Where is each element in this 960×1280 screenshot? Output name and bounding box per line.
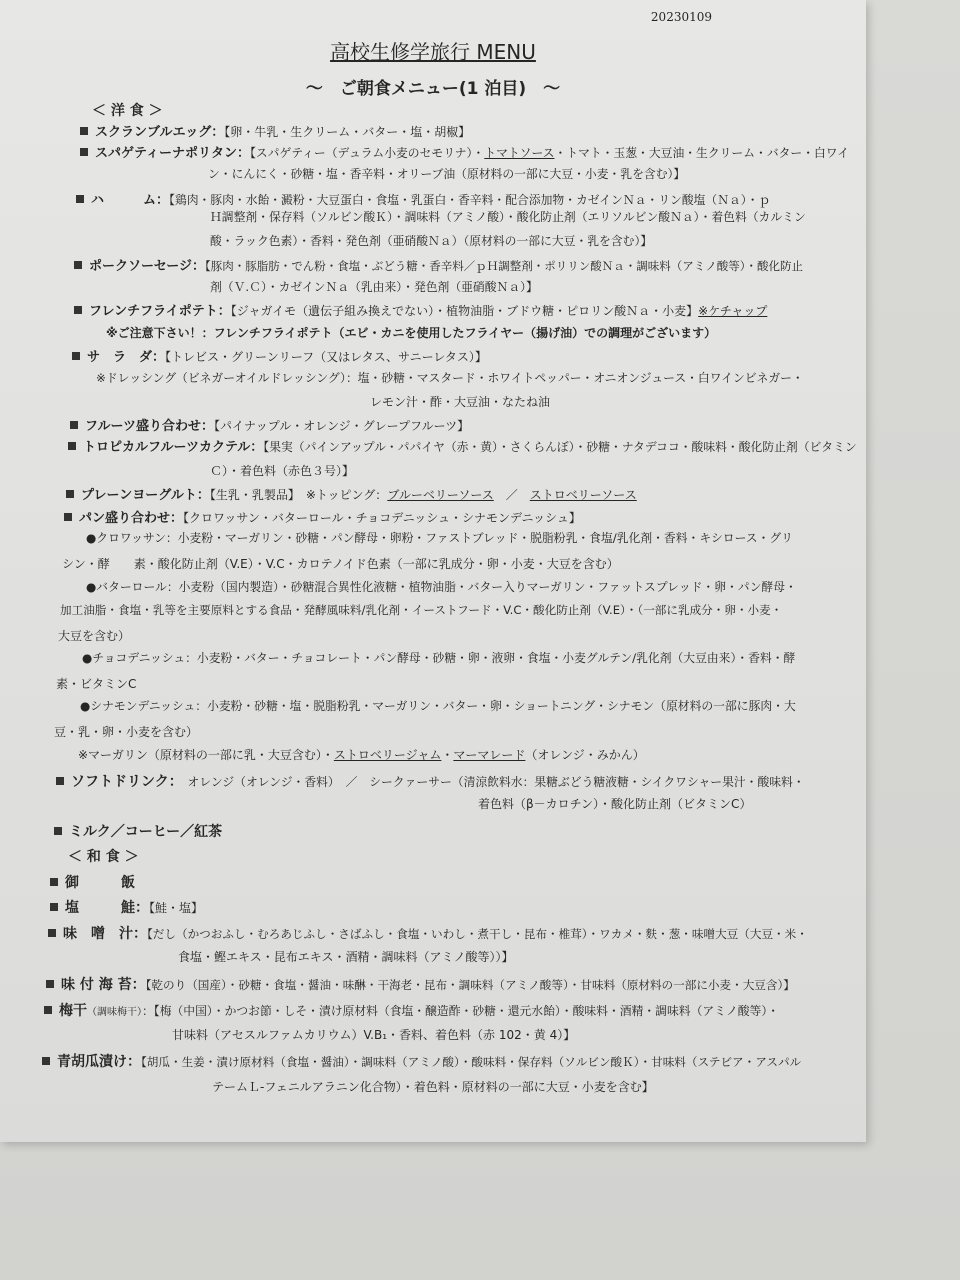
- bullet-icon: [66, 490, 74, 498]
- page-title: 高校生修学旅行 MENU: [330, 40, 536, 64]
- item-salad-dressing: ※ドレッシング（ビネガーオイルドレッシング）：塩・砂糖・マスタード・ホワイトペッパー・オニオンジュース・白ワインビネガー・: [96, 371, 804, 385]
- bullet-icon: [50, 903, 58, 911]
- item-fruit-cocktail: トロピカルフルーツカクテル：【果実（パインアップル・パパイヤ（赤・黄）・さくらんぼ）・砂糖・ナタデココ・酸味料・酸化防止剤（ビタミン: [68, 441, 857, 454]
- bullet-icon: [72, 352, 80, 360]
- bread-choco-danish: ●チョコデニッシュ：小麦粉・バター・チョコレート・パン酵母・砂糖・卵・液卵・食塩・小麦グルテン/乳化剤（大豆由来）・香料・酵: [82, 651, 796, 665]
- item-seasoned-nori: 味 付 海 苔：【乾のり（国産）・砂糖・食塩・醤油・味醂・干海老・昆布・調味料（アミノ酸等）・甘味料（原材料の一部に小麦・大豆含）】: [46, 978, 795, 992]
- item-napolitan: スパゲティーナポリタン：【スパゲティー（デュラム小麦のセモリナ）・トマトソース・トマト・玉葱・大豆油・生クリーム・バター・白ワイ: [80, 147, 849, 160]
- item-fruit-cocktail-cont: Ｃ）・着色料（赤色３号）】: [210, 464, 355, 478]
- bullet-icon: [80, 148, 88, 156]
- item-umeboshi: 梅干（調味梅干）：【梅（中国）・かつお節・しそ・漬け原材料（食塩・醸造酢・砂糖・還元水飴）・酸味料・酒精・調味料（アミノ酸等）・: [44, 1004, 779, 1018]
- item-fruits: フルーツ盛り合わせ：【パイナップル・オレンジ・グレープフルーツ】: [70, 420, 469, 433]
- item-ham-cont1: Ｈ調整剤・保存料（ソルビン酸Ｋ）・調味料（アミノ酸）・酸化防止剤（エリソルビン酸Ｎａ）・着色料（カルミン: [210, 210, 806, 224]
- bullet-icon: [50, 878, 58, 886]
- item-pickled-cucumber-cont: テームＬ-フェニルアラニン化合物）・着色料・原材料の一部に大豆・小麦を含む】: [212, 1080, 654, 1094]
- item-umeboshi-cont: 甘味料（アセスルファムカリウム）V.B₁・香料、着色料（赤 102・黄 4）】: [172, 1028, 576, 1042]
- item-salad-dressing-cont: レモン汁・酢・大豆油・なたね油: [370, 395, 551, 409]
- item-napolitan-cont: ン・にんにく・砂糖・塩・香辛料・オリーブ油（原材料の一部に大豆・小麦・乳を含む）】: [208, 167, 686, 181]
- item-salad: サ ラ ダ：【トレビス・グリーンリーフ（又はレタス、サニーレタス）】: [72, 351, 487, 364]
- item-french-fries: フレンチフライポテト：【ジャガイモ（遺伝子組み換えでない）・植物油脂・ブドウ糖・ピロリン酸Ｎａ・小麦】※ケチャップ: [74, 305, 767, 318]
- item-yogurt: プレーンヨーグルト：【生乳・乳製品】 ※トッピング：ブルーベリーソース ／ ストロベリーソース: [66, 489, 637, 502]
- item-ham-cont2: 酸・ラック色素）・香料・発色剤（亜硝酸Ｎａ）（原材料の一部に大豆・乳を含む）】: [210, 234, 653, 248]
- item-french-fries-note: ※ご注意下さい！：フレンチフライポテト（エビ・カニを使用したフライヤー（揚げ油）での調理がございます）: [106, 326, 717, 340]
- item-soft-drink: ソフトドリンク： オレンジ（オレンジ・香料） ／ シークァーサー（清涼飲料水：果糖ぶどう糖液糖・シイクワシャー果汁・酸味料・: [56, 775, 805, 789]
- item-pickled-cucumber: 青胡瓜漬け：【胡瓜・生姜・漬け原材料（食塩・醤油）・調味料（アミノ酸）・酸味料・保存料（ソルビン酸Ｋ）・甘味料（ステビア・アスパル: [42, 1055, 801, 1069]
- bullet-icon: [54, 827, 62, 835]
- document-date: 20230109: [650, 10, 712, 24]
- item-miso-soup: 味 噌 汁：【だし（かつおふし・むろあじふし・さばふし・食塩・いわし・煮干し・昆布・椎茸）・ワカメ・麩・葱・味噌大豆（大豆・米・: [48, 927, 808, 941]
- japanese-heading: ＜ 和 食 ＞: [68, 849, 139, 865]
- item-ham: ハ ム：【鶏肉・豚肉・水飴・澱粉・大豆蛋白・食塩・乳蛋白・香辛料・配合添加物・カゼインＮａ・リン酸塩（Ｎａ）・ｐ: [76, 194, 770, 207]
- bread-butter-roll-cont1: 加工油脂・食塩・乳等を主要原料とする食品・発酵風味料/乳化剤・イーストフード・V.C・酸化防止剤（V.E）・（一部に乳成分・卵・小麦・: [60, 603, 783, 617]
- bread-croissant-cont: シン・酵 素・酸化防止剤（V.E）・V.C・カロテノイド色素（一部に乳成分・卵・小麦・大豆を含む）: [62, 557, 619, 571]
- bread-butter-roll-cont2: 大豆を含む）: [58, 629, 131, 643]
- bread-butter-roll: ●バターロール：小麦粉（国内製造）・砂糖混合異性化液糖・植物油脂・バター入りマーガリン・ファットスプレッド・卵・パン酵母・: [86, 580, 797, 594]
- bullet-icon: [76, 195, 84, 203]
- bullet-icon: [44, 1006, 52, 1014]
- western-heading: ＜ 洋 食 ＞: [92, 103, 163, 119]
- item-salted-salmon: 塩 鮭：【鮭・塩】: [50, 901, 203, 915]
- item-scrambled-egg: スクランブルエッグ：【卵・牛乳・生クリーム・バター・塩・胡椒】: [80, 126, 470, 139]
- item-rice: 御 飯: [50, 876, 135, 890]
- item-soft-drink-cont: 着色料（β－カロチン）・酸化防止剤（ビタミンC）: [478, 797, 752, 811]
- item-bread: パン盛り合わせ：【クロワッサン・バターロール・チョコデニッシュ・シナモンデニッシュ】: [64, 512, 581, 525]
- bread-cinnamon-danish: ●シナモンデニッシュ：小麦粉・砂糖・塩・脱脂粉乳・マーガリン・バター・卵・ショートニング・シナモン（原材料の一部に豚肉・大: [80, 699, 796, 713]
- bullet-icon: [80, 127, 88, 135]
- bread-croissant: ●クロワッサン：小麦粉・マーガリン・砂糖・パン酵母・卵粉・ファストブレッド・脱脂粉乳・食塩/乳化剤・香料・キシロース・グリ: [86, 531, 793, 545]
- item-pork-sausage: ポークソーセージ：【豚肉・豚脂肪・でん粉・食塩・ぶどう糖・香辛料／ｐＨ調整剤・ポリリン酸Ｎａ・調味料（アミノ酸等）・酸化防止: [74, 260, 803, 273]
- bullet-icon: [56, 777, 64, 785]
- bread-choco-danish-cont: 素・ビタミンC: [56, 677, 137, 691]
- bullet-icon: [74, 306, 82, 314]
- bread-cinnamon-danish-cont: 豆・乳・卵・小麦を含む）: [54, 725, 199, 739]
- bullet-icon: [64, 513, 72, 521]
- bullet-icon: [68, 442, 76, 450]
- bullet-icon: [42, 1057, 50, 1065]
- bullet-icon: [70, 421, 78, 429]
- item-pork-sausage-cont: 剤（Ｖ.Ｃ）・カゼインＮａ（乳由来）・発色剤（亜硝酸Ｎａ）】: [210, 280, 538, 294]
- bullet-icon: [48, 929, 56, 937]
- item-miso-soup-cont: 食塩・鰹エキス・昆布エキス・酒精・調味料（アミノ酸等））】: [178, 950, 514, 964]
- page-subtitle: ～ ご朝食メニュー(1 泊目) ～: [305, 79, 561, 99]
- bread-margarine-jam: ※マーガリン（原材料の一部に乳・大豆含む）・ストロベリージャム・マーマレード（オレンジ・みかん）: [78, 748, 645, 762]
- bullet-icon: [74, 261, 82, 269]
- bullet-icon: [46, 980, 54, 988]
- item-milk-coffee-tea: ミルク／コーヒー／紅茶: [54, 825, 222, 839]
